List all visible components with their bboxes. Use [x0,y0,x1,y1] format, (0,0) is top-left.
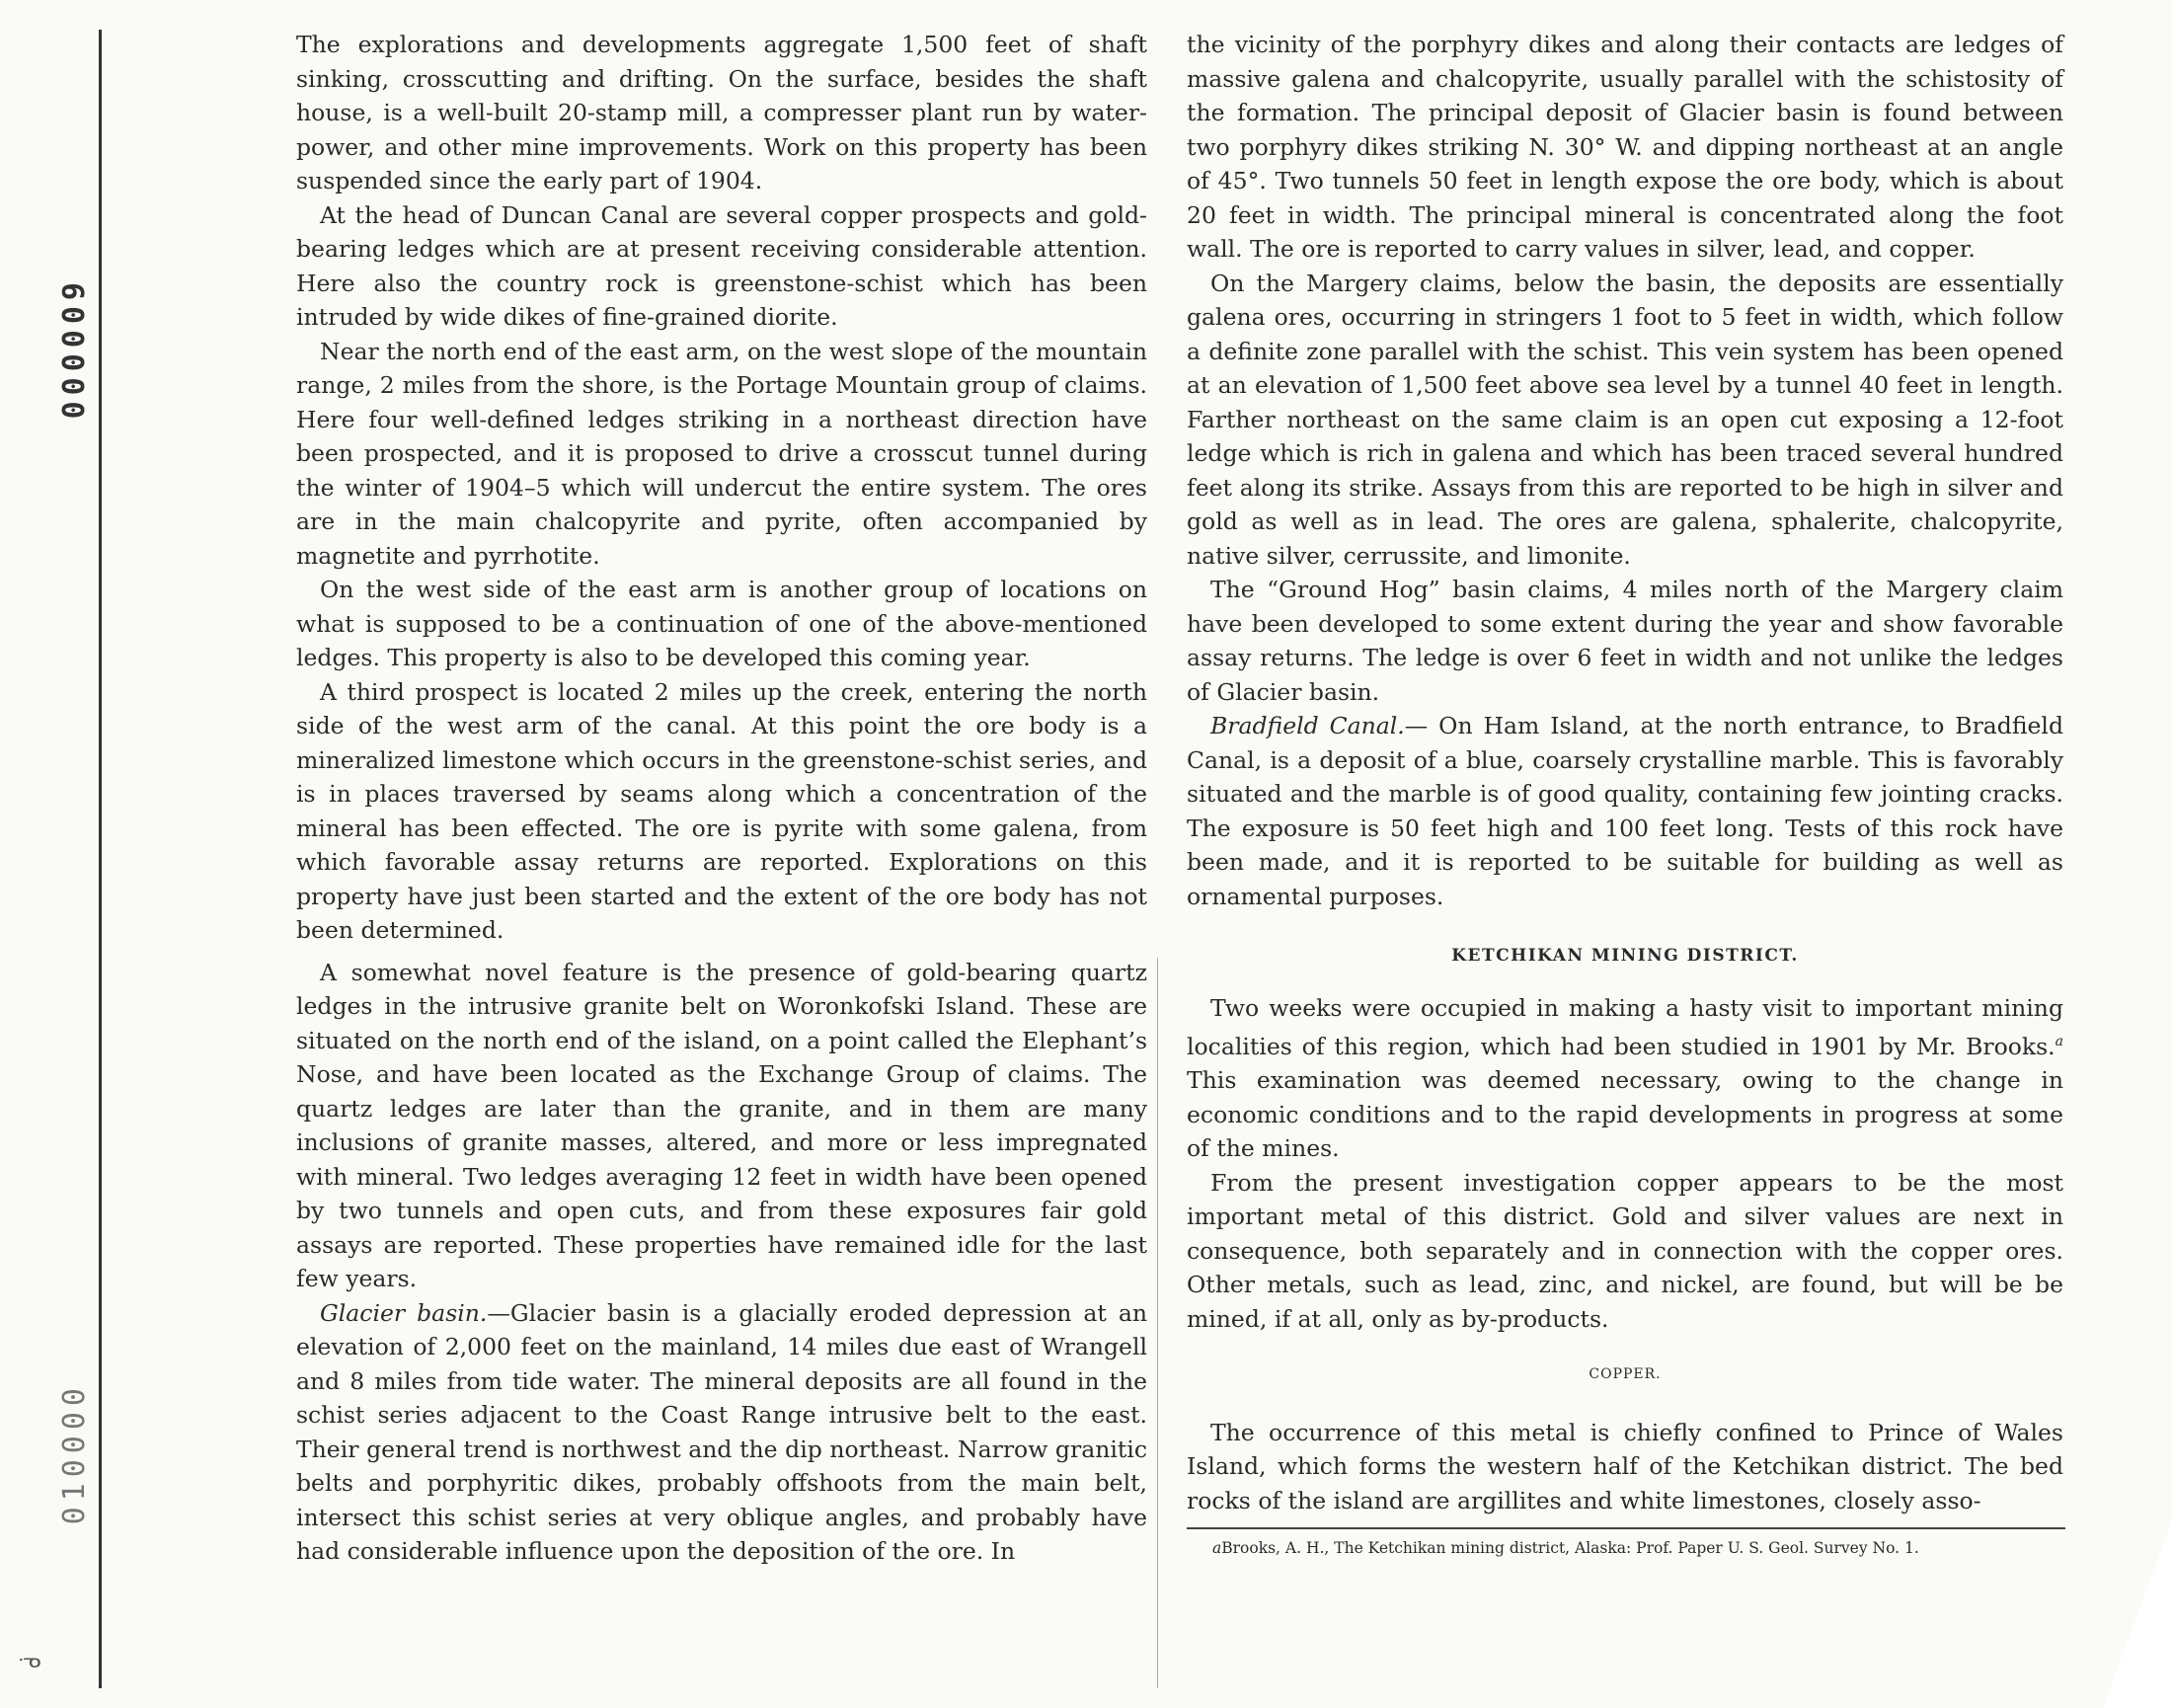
paragraph: The explorations and developments aggregate 1,500 feet of shaft sinking, crosscutting and drifting. On the surface, besides the shaft house, is a well-built 20-stamp mill, a compresser plant run by water-power, and other mine improvements. Work on this property has been suspended since the early part of 1904. [296,31,1147,194]
paragraph: On the Margery claims, below the basin, the deposits are essentially galena ores, occurring in stringers 1 foot to 5 feet in width, which follow a definite zone parallel with the schist. This vein system has been opened at an elevation of 1,500 feet above sea level by a tunnel 40 feet in length. Farther northeast on the same claim is an open cut exposing a 12-foot ledge which is rich in galena and which has been traced several hundred feet along its strike. Assays from this are reported to be high in silver and gold as well as in lead. The ores are galena, sphalerite, chalcopyrite, native silver, cerrussite, and limonite. [1187,269,2063,570]
section-title: Bradfield Canal. [1210,712,1405,739]
paragraph [1187,991,2063,1166]
paragraph-text: — On Ham Island, at the north entrance, to Bradfield Canal, is a deposit of a blue, coarsely crystalline marble. This is favorably situated and the marble is of good quality, containing few jointing cracks. The exposure is 50 feet high and 100 feet long. Tests of this rock have been made, and it is reported to be suitable for building as well as ornamental purposes. [1187,712,2063,910]
paragraph-glacier-basin [296,1296,1147,1569]
right-column [1187,28,2063,1559]
footnote-text: Brooks, A. H., The Ketchikan mining district, Alaska: Prof. Paper U. S. Geol. Survey No. 1. [1221,1539,1919,1558]
footnote [1187,1537,2063,1559]
paragraph: The occurrence of this metal is chiefly confined to Prince of Wales Island, which forms the western half of the Ketchikan district. The bed rocks of the island are argillites and white limestones, closely asso- [1187,1418,2063,1514]
left-column [296,28,1147,1569]
section-title: Glacier basin. [320,1298,488,1327]
page-stamp-number: 000009 [57,276,92,420]
footnote-reference[interactable]: a [2055,1034,2063,1049]
paragraph-bradfield-canal [1187,709,2063,913]
section-heading: KETCHIKAN MINING DISTRICT. [1451,946,1799,966]
paragraph: On the west side of the east arm is another group of locations on what is supposed to be a continuation of one of the above-mentioned ledges. This property is also to be developed this coming year. [296,576,1147,671]
paragraph-text: Two weeks were occupied in making a hasty visit to important mining localities of this region, which had been studied in 1901 by Mr. Brooks. [1187,993,2063,1060]
column-divider [1157,958,1158,1688]
paragraph: The “Ground Hog” basin claims, 4 miles north of the Margery claim have been developed to some extent during the year and show favorable assay returns. The ledge is over 6 feet in width and not unlike the ledges of Glacier basin. [1187,576,2063,706]
paragraph: the vicinity of the porphyry dikes and along their contacts are ledges of massive galena and chalcopyrite, usually parallel with the schistosity of the formation. The principal deposit of Glacier basin is found between two porphyry dikes striking N. 30° W. and dipping northeast at an angle of 45°. Two tunnels 50 feet in length expose the ore body, which is about 20 feet in width. The principal mineral is concentrated along the foot wall. The ore is reported to carry values in silver, lead, and copper. [1187,31,2063,263]
paragraph-text: —Glacier basin is a glacially eroded depression at an elevation of 2,000 feet on the mainland, 14 miles due east of Wrangell and 8 miles from tide water. The mineral deposits are all found in the schist series adjacent to the Coast Range intrusive belt to the east. Their general trend is northwest and the dip northeast. Narrow granitic belts and porphyritic dikes, probably offshoots from the main belt, intersect this schist series at very oblique angles, and probably have had considerable influence upon the deposition of the ore. In [296,1298,1147,1565]
footnote-mark: a [1212,1539,1222,1558]
paragraph-text: This examination was deemed necessary, owing to the change in economic conditions and to the rapid developments in progress at some of the mines. [1187,1066,2063,1163]
margin-rule [99,30,102,1688]
paragraph: A somewhat novel feature is the presence of gold-bearing quartz ledges in the intrusive granite belt on Woronkofski Island. These are situated on the north end of the island, on a point called the Elephant’s Nose, and have been located as the Exchange Group of claims. The quartz ledges are later than the granite, and in them are many inclusions of granite masses, altered, and more or less impregnated with mineral. Two ledges averaging 12 feet in width have been opened by two tunnels and open cuts, and from these exposures fair gold assays are reported. These properties have remained idle for the last few years. [296,958,1147,1292]
folded-corner [2103,1520,2172,1708]
margin-mark: ᓉ [18,1649,41,1673]
paragraph: Near the north end of the east arm, on the west slope of the mountain range, 2 miles from the shore, is the Portage Mountain group of claims. Here four well-defined ledges striking in a northeast direction have been prospected, and it is proposed to drive a crosscut tunnel during the winter of 1904–5 which will undercut the entire system. The ores are in the main chalcopyrite and pyrite, often accompanied by magnetite and pyrrhotite. [296,337,1147,570]
paragraph: A third prospect is located 2 miles up the creek, entering the north side of the west arm of the canal. At this point the ore body is a mineralized limestone which occurs in the greenstone-schist series, and is in places traversed by seams along which a concentration of the mineral has been effected. The ore is pyrite with some galena, from which favorable assay returns are reported. Explorations on this property have just been started and the extent of the ore body has not been determined. [296,677,1147,944]
paragraph: From the present investigation copper appears to be the most important metal of this district. Gold and silver values are next in consequence, both separately and in connection with the copper ores. Other metals, such as lead, zinc, and nickel, are found, but will be be mined, if at all, only as by-products. [1187,1168,2063,1333]
footnote-rule [1187,1527,2065,1529]
subsection-heading: COPPER. [1589,1366,1662,1383]
page-stamp-number-faint: 010000 [57,1382,92,1525]
paragraph: At the head of Duncan Canal are several copper prospects and gold-bearing ledges which are at present receiving considerable attention. Here also the country rock is greenstone-schist which has been intruded by wide dikes of fine-grained diorite. [296,200,1147,331]
